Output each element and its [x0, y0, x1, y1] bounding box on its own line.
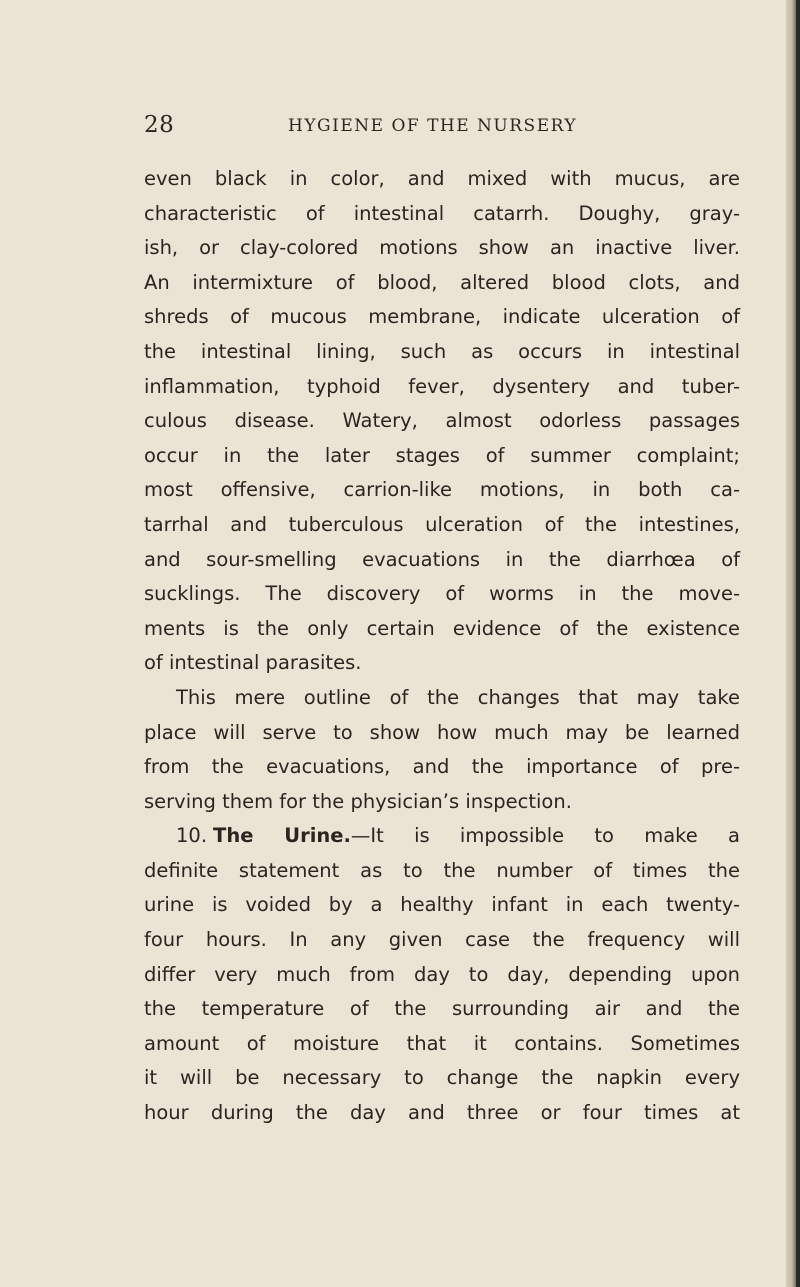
section-title: The Urine.: [213, 824, 351, 848]
text-line: differ very much from day to day, depending upon: [144, 962, 740, 986]
text-line: four hours. In any given case the frequency will: [144, 928, 740, 952]
paragraph-start-line: This mere outline of the changes that may take: [176, 685, 740, 709]
text-line: An intermixture of blood, altered blood clots, and: [144, 270, 740, 294]
text-line: urine is voided by a healthy infant in each twenty-: [144, 893, 740, 917]
running-title: HYGIENE OF THE NURSERY: [288, 116, 578, 136]
section-heading-line: [144, 819, 740, 854]
text-line: definite statement as to the number of times the: [144, 858, 740, 882]
text-line: inflammation, typhoid fever, dysentery and tuber-: [144, 374, 740, 398]
text-line: hour during the day and three or four times at: [144, 1101, 740, 1125]
paragraph-end-line: serving them for the physician’s inspection.: [144, 789, 572, 813]
text-line: most offensive, carrion-like motions, in both ca-: [144, 478, 740, 502]
text-line: and sour-smelling evacuations in the diarrhœa of: [144, 547, 740, 571]
text-line: the temperature of the surrounding air and the: [144, 997, 740, 1021]
page-header: [144, 112, 724, 146]
text-line: ish, or clay-colored motions show an inactive liver.: [144, 236, 740, 260]
text-line: characteristic of intestinal catarrh. Doughy, gray-: [144, 201, 740, 225]
text-line: it will be necessary to change the napkin every: [144, 1066, 740, 1090]
page-number: 28: [144, 112, 175, 138]
text-line: from the evacuations, and the importance of pre-: [144, 755, 740, 779]
text-line: place will serve to show how much may be learned: [144, 720, 740, 744]
section-intro-text: —It is impossible to make a: [350, 824, 740, 848]
text-line: the intestinal lining, such as occurs in intestinal: [144, 339, 740, 363]
text-line: amount of moisture that it contains. Sometimes: [144, 1031, 740, 1055]
text-line: sucklings. The discovery of worms in the move-: [144, 582, 740, 606]
text-line: even black in color, and mixed with mucus, are: [144, 167, 740, 190]
page-edge-shadow: [786, 0, 800, 1287]
text-line: shreds of mucous membrane, indicate ulceration of: [144, 305, 740, 329]
body-text: [144, 162, 740, 1131]
section-number: 10.: [176, 824, 208, 848]
text-line: ments is the only certain evidence of the existence: [144, 616, 740, 640]
paragraph-end-line: of intestinal parasites.: [144, 651, 362, 675]
text-line: tarrhal and tuberculous ulceration of the intestines,: [144, 512, 740, 536]
text-line: culous disease. Watery, almost odorless passages: [144, 409, 740, 433]
text-line: occur in the later stages of summer complaint;: [144, 443, 740, 467]
